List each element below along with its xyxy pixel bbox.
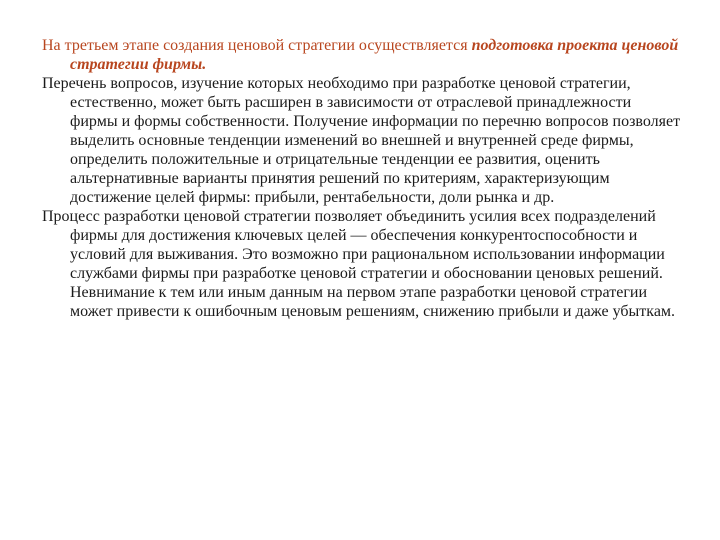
paragraph-stage-three: [42, 36, 682, 74]
paragraph-development-process: Процесс разработки ценовой стратегии позволяет объединить усилия всех подразделений фирмы для достижения ключевых целей — обеспечения конкурентоспособности и условий для выживания. Это возможно при рациональном использовании информации службами фирмы при разработке ценовой стратегии и обосновании ценовых решений. Невнимание к тем или иным данным на первом этапе разработки ценовой стратегии может привести к ошибочным ценовым решениям, снижению прибыли и даже убыткам.: [42, 208, 676, 320]
paragraph-question-list: Перечень вопросов, изучение которых необходимо при разработке ценовой стратегии, естественно, может быть расширен в зависимости от отраслевой принадлежности фирмы и формы собственности. Получение информации по перечню вопросов позволяет выделить основные тенденции изменений во внешней и внутренней среде фирмы, определить положительные и отрицательные тенденции ее развития, оценить альтернативные варианты принятия решений по критериям, характеризующим достижение целей фирмы: прибыли, рентабельности, доли рынка и др.: [42, 75, 681, 206]
paragraph-stage-three-text: На третьем этапе создания ценовой стратегии осуществляется: [42, 37, 472, 54]
paragraph-stage-three-emphasis: подготовка проекта ценовой стратегии фирмы.: [70, 37, 679, 73]
slide-body: [42, 36, 682, 321]
